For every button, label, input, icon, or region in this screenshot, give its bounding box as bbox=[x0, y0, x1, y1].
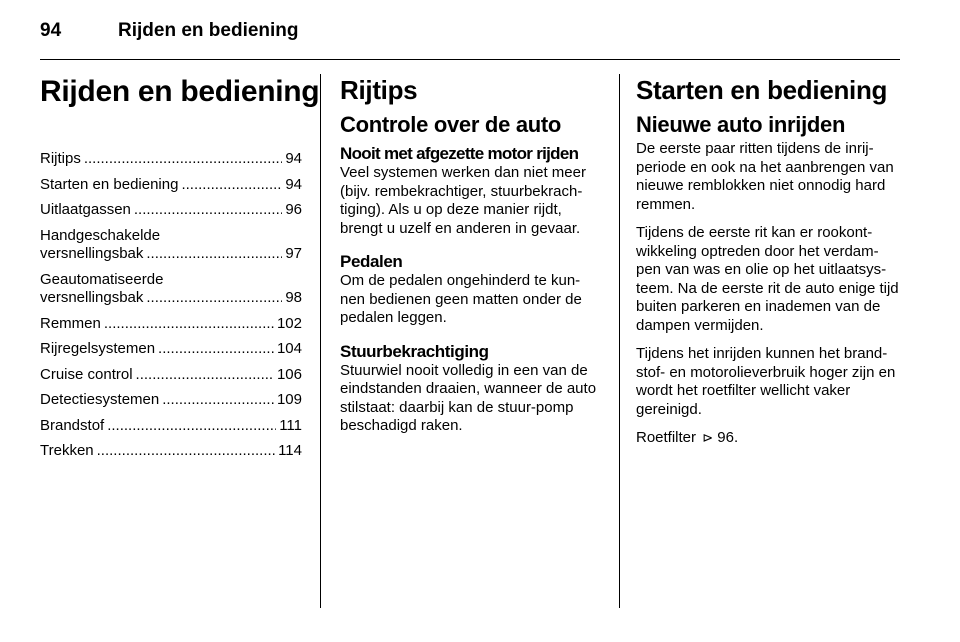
table-of-contents bbox=[40, 150, 302, 461]
item-heading: Stuurbekrachtiging bbox=[340, 341, 489, 361]
subsection-title: Controle over de auto bbox=[340, 112, 562, 137]
toc-entry[interactable] bbox=[40, 442, 302, 461]
toc-page: 102 bbox=[276, 314, 302, 332]
cross-reference-icon: ⊳ bbox=[702, 430, 714, 445]
item-heading: Pedalen bbox=[340, 252, 403, 271]
toc-page: 94 bbox=[285, 150, 302, 167]
toc-page: 104 bbox=[276, 340, 302, 357]
toc-label: Trekken bbox=[40, 442, 94, 459]
toc-label: versnellingsbak bbox=[40, 245, 144, 262]
toc-label-line1: Geautomatiseerde bbox=[40, 270, 164, 288]
item-text: Om de pedalen ongehinderd te kun-nen bedienen geen matten onder de pedalen leggen. bbox=[340, 272, 582, 326]
toc-leader bbox=[146, 245, 282, 264]
toc-label-line1: Handgeschakelde bbox=[40, 226, 161, 244]
toc-page: 96 bbox=[285, 201, 302, 218]
header-divider bbox=[40, 59, 900, 60]
toc-label: Uitlaatgassen bbox=[40, 201, 131, 218]
toc-entry[interactable] bbox=[40, 417, 302, 436]
paragraph: Tijdens het inrijden kunnen het brand-stof- en motorolieverbruik hoger zijn en wordt het roetfilter wellicht vaker gereinigd. bbox=[636, 345, 896, 418]
toc-page: 106 bbox=[276, 365, 302, 383]
toc-leader bbox=[97, 442, 275, 461]
toc-label: versnellingsbak bbox=[40, 289, 144, 306]
toc-label: Detectiesystemen bbox=[40, 391, 160, 408]
page-header bbox=[0, 0, 960, 60]
toc-label: Rijtips bbox=[40, 150, 81, 167]
toc-leader bbox=[107, 417, 276, 436]
toc-page: 94 bbox=[285, 175, 302, 193]
toc-leader bbox=[162, 391, 274, 410]
toc-entry[interactable] bbox=[40, 176, 302, 195]
toc-label: Rijregelsystemen bbox=[40, 340, 156, 357]
toc-leader bbox=[84, 150, 282, 169]
toc-leader bbox=[134, 201, 282, 220]
toc-leader bbox=[181, 176, 282, 195]
toc-page: 98 bbox=[285, 289, 302, 306]
item-text: Veel systemen werken dan niet meer (bijv. rembekrachtiger, stuurbekrach-tiging). Als u op deze manier rijdt, brengt u uzelf en anderen in gevaar. bbox=[340, 164, 586, 237]
toc-entry[interactable] bbox=[40, 315, 302, 334]
subsection-title: Nieuwe auto inrijden bbox=[636, 112, 846, 137]
toc-page: 111 bbox=[279, 416, 302, 434]
toc-page: 114 bbox=[278, 442, 302, 459]
section-title: Rijtips bbox=[340, 75, 418, 105]
column-toc bbox=[40, 74, 320, 468]
toc-entry[interactable] bbox=[40, 340, 302, 359]
toc-label: Remmen bbox=[40, 314, 101, 332]
xref-label: Roetfilter bbox=[636, 429, 697, 446]
cross-reference[interactable] bbox=[636, 429, 902, 448]
paragraph: Tijdens de eerste rit kan er rookont-wikkeling optreden door het verdam-pen van was en olie op het uitlaatsys-teem. Na de eerste rit de auto enige tijd buiten parkeren en inademen van de dampen vermijden. bbox=[636, 224, 899, 334]
toc-entry[interactable] bbox=[40, 201, 302, 220]
toc-entry[interactable] bbox=[40, 227, 302, 264]
column-divider-2 bbox=[619, 74, 620, 608]
paragraph: De eerste paar ritten tijdens de inrij-periode en ook na het aanbrengen van nieuwe remblokken niet onnodig hard remmen. bbox=[636, 140, 894, 213]
column-starten bbox=[636, 74, 902, 458]
section-title: Starten en bediening bbox=[636, 75, 888, 105]
page-number: 94 bbox=[40, 20, 62, 41]
toc-leader bbox=[136, 366, 274, 385]
toc-label: Brandstof bbox=[40, 416, 105, 434]
running-title: Rijden en bediening bbox=[118, 20, 299, 41]
toc-entry[interactable] bbox=[40, 271, 302, 308]
toc-entry[interactable] bbox=[40, 150, 302, 169]
toc-leader bbox=[146, 289, 282, 308]
column-divider-1 bbox=[320, 74, 321, 608]
toc-page: 109 bbox=[276, 391, 302, 408]
toc-entry[interactable] bbox=[40, 366, 302, 385]
toc-label: Cruise control bbox=[40, 365, 133, 383]
toc-page: 97 bbox=[285, 245, 302, 262]
toc-label: Starten en bediening bbox=[40, 175, 179, 193]
toc-entry[interactable] bbox=[40, 391, 302, 410]
item-heading: Nooit met afgezette motor rijden bbox=[340, 144, 579, 163]
xref-page: 96. bbox=[717, 429, 739, 446]
item-text: Stuurwiel nooit volledig in een van de eindstanden draaien, wanneer de auto stilstaat: daarbij kan de stuur-pomp beschadigd raken. bbox=[340, 361, 597, 434]
toc-leader bbox=[158, 340, 274, 359]
toc-leader bbox=[104, 315, 274, 334]
chapter-title: Rijden en bediening bbox=[40, 75, 320, 108]
column-rijtips bbox=[340, 74, 604, 446]
